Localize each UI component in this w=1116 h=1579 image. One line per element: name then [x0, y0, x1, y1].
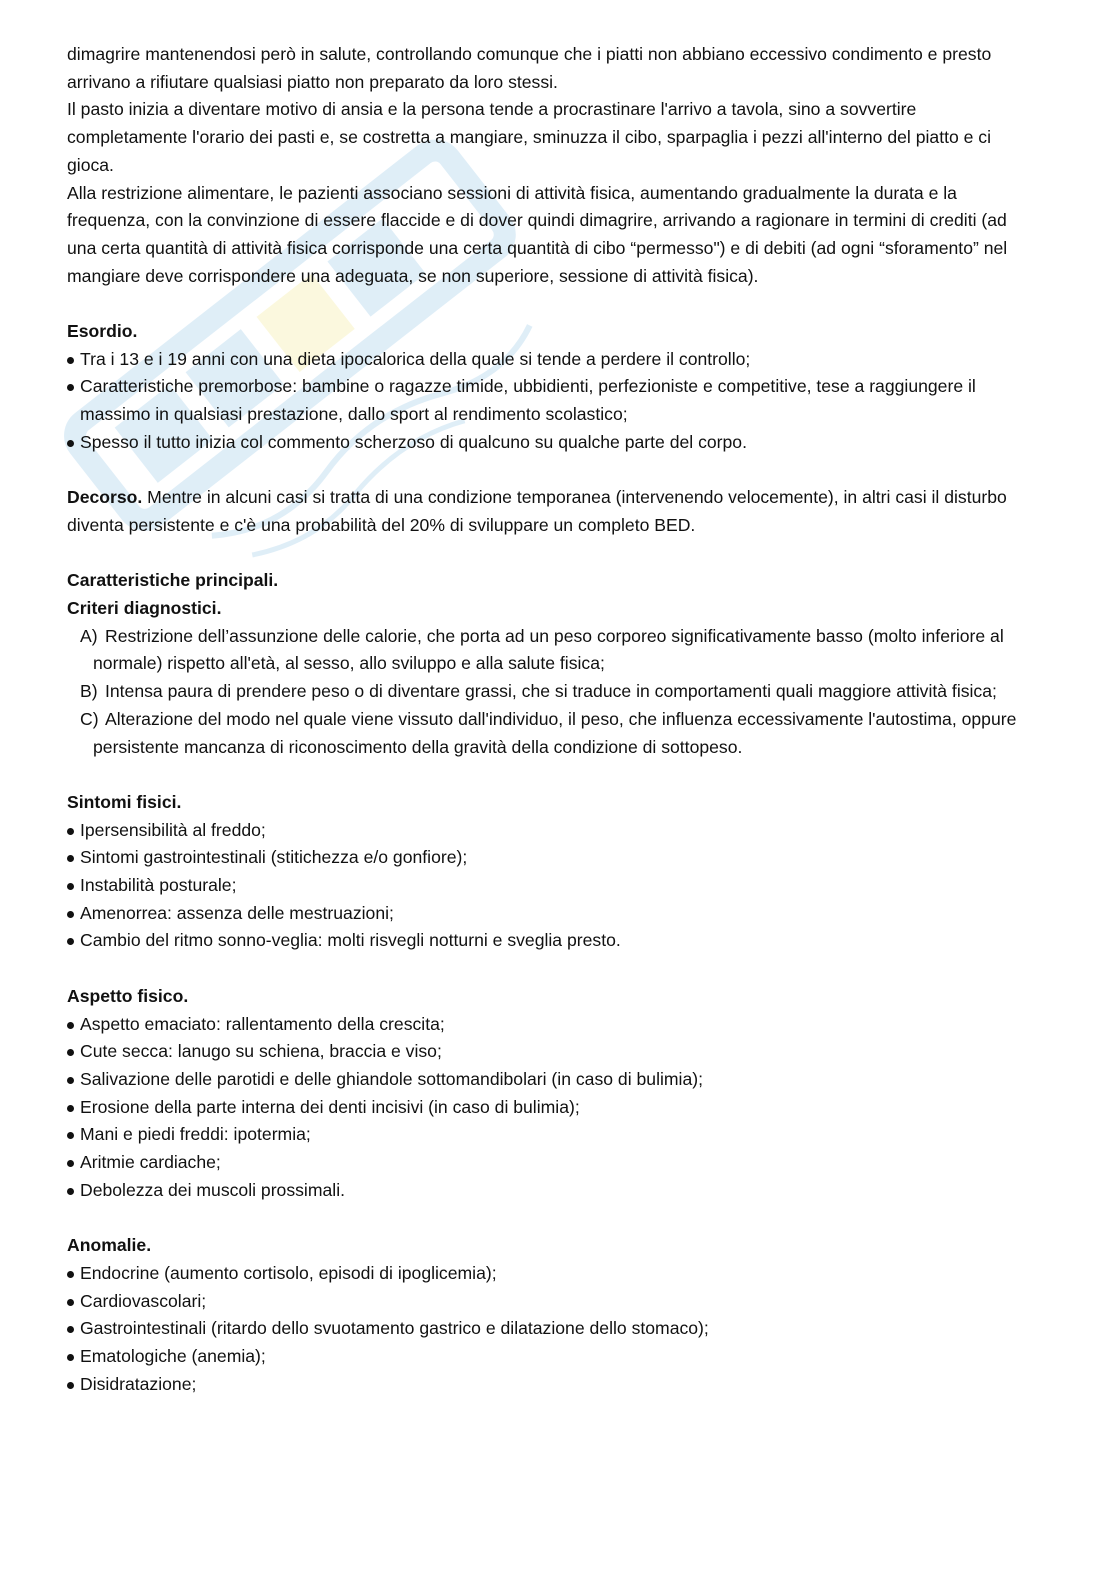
criterion-marker: A) — [80, 625, 98, 646]
criterion-item — [67, 678, 1027, 706]
sintomi-list — [67, 817, 1027, 956]
list-item: Tra i 13 e i 19 anni con una dieta ipocalorica della quale si tende a perdere il controllo; — [67, 346, 1027, 374]
criterion-text: Restrizione dell’assunzione delle calorie, che porta ad un peso corporeo significativamente basso (molto inferiore al normale) rispetto all'età, al sesso, allo sviluppo e alla salute fisica; — [93, 625, 1004, 674]
list-item: Instabilità posturale; — [67, 872, 1027, 900]
list-item: Erosione della parte interna dei denti incisivi (in caso di bulimia); — [67, 1094, 1027, 1122]
list-item: Spesso il tutto inizia col commento scherzoso di qualcuno su qualche parte del corpo. — [67, 429, 1027, 457]
list-item: Endocrine (aumento cortisolo, episodi di ipoglicemia); — [67, 1260, 1027, 1288]
list-item: Aspetto emaciato: rallentamento della crescita; — [67, 1011, 1027, 1039]
decorso-text: Mentre in alcuni casi si tratta di una condizione temporanea (intervenendo velocemente), in altri casi il disturbo diventa persistente e c'è una probabilità del 20% di sviluppare un completo BED. — [67, 487, 1007, 535]
aspetto-list — [67, 1011, 1027, 1205]
list-item: Cardiovascolari; — [67, 1288, 1027, 1316]
esordio-heading: Esordio. — [67, 321, 138, 342]
criterion-item — [67, 623, 1027, 678]
list-item: Amenorrea: assenza delle mestruazioni; — [67, 900, 1027, 928]
caratteristiche-heading: Caratteristiche principali. — [67, 570, 279, 591]
intro-paragraph-1: dimagrire mantenendosi però in salute, controllando comunque che i piatti non abbiano eccessivo condimento e presto arrivano a rifiutare qualsiasi piatto non preparato da loro stessi. — [67, 44, 992, 92]
criterion-marker: B) — [80, 681, 98, 702]
aspetto-heading: Aspetto fisico. — [67, 985, 189, 1006]
list-item: Disidratazione; — [67, 1371, 1027, 1399]
list-item: Gastrointestinali (ritardo dello svuotamento gastrico e dilatazione dello stomaco); — [67, 1315, 1027, 1343]
list-item: Ematologiche (anemia); — [67, 1343, 1027, 1371]
intro-paragraph-2: Il pasto inizia a diventare motivo di ansia e la persona tende a procrastinare l'arrivo a tavola, sino a sovvertire completamente l'orario dei pasti e, se costretta a mangiare, sminuzza il cibo, sparpaglia i pezzi all'interno del piatto e ci gioca. — [67, 99, 992, 175]
list-item: Ipersensibilità al freddo; — [67, 817, 1027, 845]
list-item: Sintomi gastrointestinali (stitichezza e/o gonfiore); — [67, 844, 1027, 872]
esordio-list — [67, 346, 1027, 457]
criterion-text: Alterazione del modo nel quale viene vissuto dall'individuo, il peso, che influenza eccessivamente l'autostima, oppure persistente mancanza di riconoscimento della gravità della condizione di sottopeso. — [93, 708, 1017, 757]
criteria-list — [67, 623, 1027, 762]
decorso-heading: Decorso. — [67, 487, 143, 508]
intro-paragraph-3: Alla restrizione alimentare, le pazienti associano sessioni di attività fisica, aumentando gradualmente la durata e la frequenza, con la convinzione di essere flaccide e di dover quindi dimagrire, arrivando a ragionare in termini di crediti (ad una certa quantità di attività fisica corrisponde una certa quantità di cibo “permesso") e di debiti (ad ogni “sforamento” nel mangiare deve corrispondere una adeguata, se non superiore, sessione di attività fisica). — [67, 182, 1008, 286]
anomalie-heading: Anomalie. — [67, 1235, 152, 1256]
list-item: Cambio del ritmo sonno-veglia: molti risvegli notturni e sveglia presto. — [67, 927, 1027, 955]
criterion-text: Intensa paura di prendere peso o di diventare grassi, che si traduce in comportamenti quali maggiore attività fisica; — [105, 681, 997, 702]
list-item: Debolezza dei muscoli prossimali. — [67, 1177, 1027, 1205]
list-item: Aritmie cardiache; — [67, 1149, 1027, 1177]
list-item: Salivazione delle parotidi e delle ghiandole sottomandibolari (in caso di bulimia); — [67, 1066, 1027, 1094]
criteri-heading: Criteri diagnostici. — [67, 598, 222, 619]
anomalie-list — [67, 1260, 1027, 1399]
list-item: Mani e piedi freddi: ipotermia; — [67, 1121, 1027, 1149]
criterion-item — [67, 706, 1027, 761]
document-page — [67, 41, 1027, 1398]
list-item: Cute secca: lanugo su schiena, braccia e viso; — [67, 1038, 1027, 1066]
sintomi-heading: Sintomi fisici. — [67, 791, 182, 812]
criterion-marker: C) — [80, 708, 99, 729]
decorso-paragraph — [67, 484, 1027, 539]
list-item: Caratteristiche premorbose: bambine o ragazze timide, ubbidienti, perfezioniste e competitive, tese a raggiungere il massimo in qualsiasi prestazione, dallo sport al rendimento scolastico; — [67, 373, 1027, 428]
